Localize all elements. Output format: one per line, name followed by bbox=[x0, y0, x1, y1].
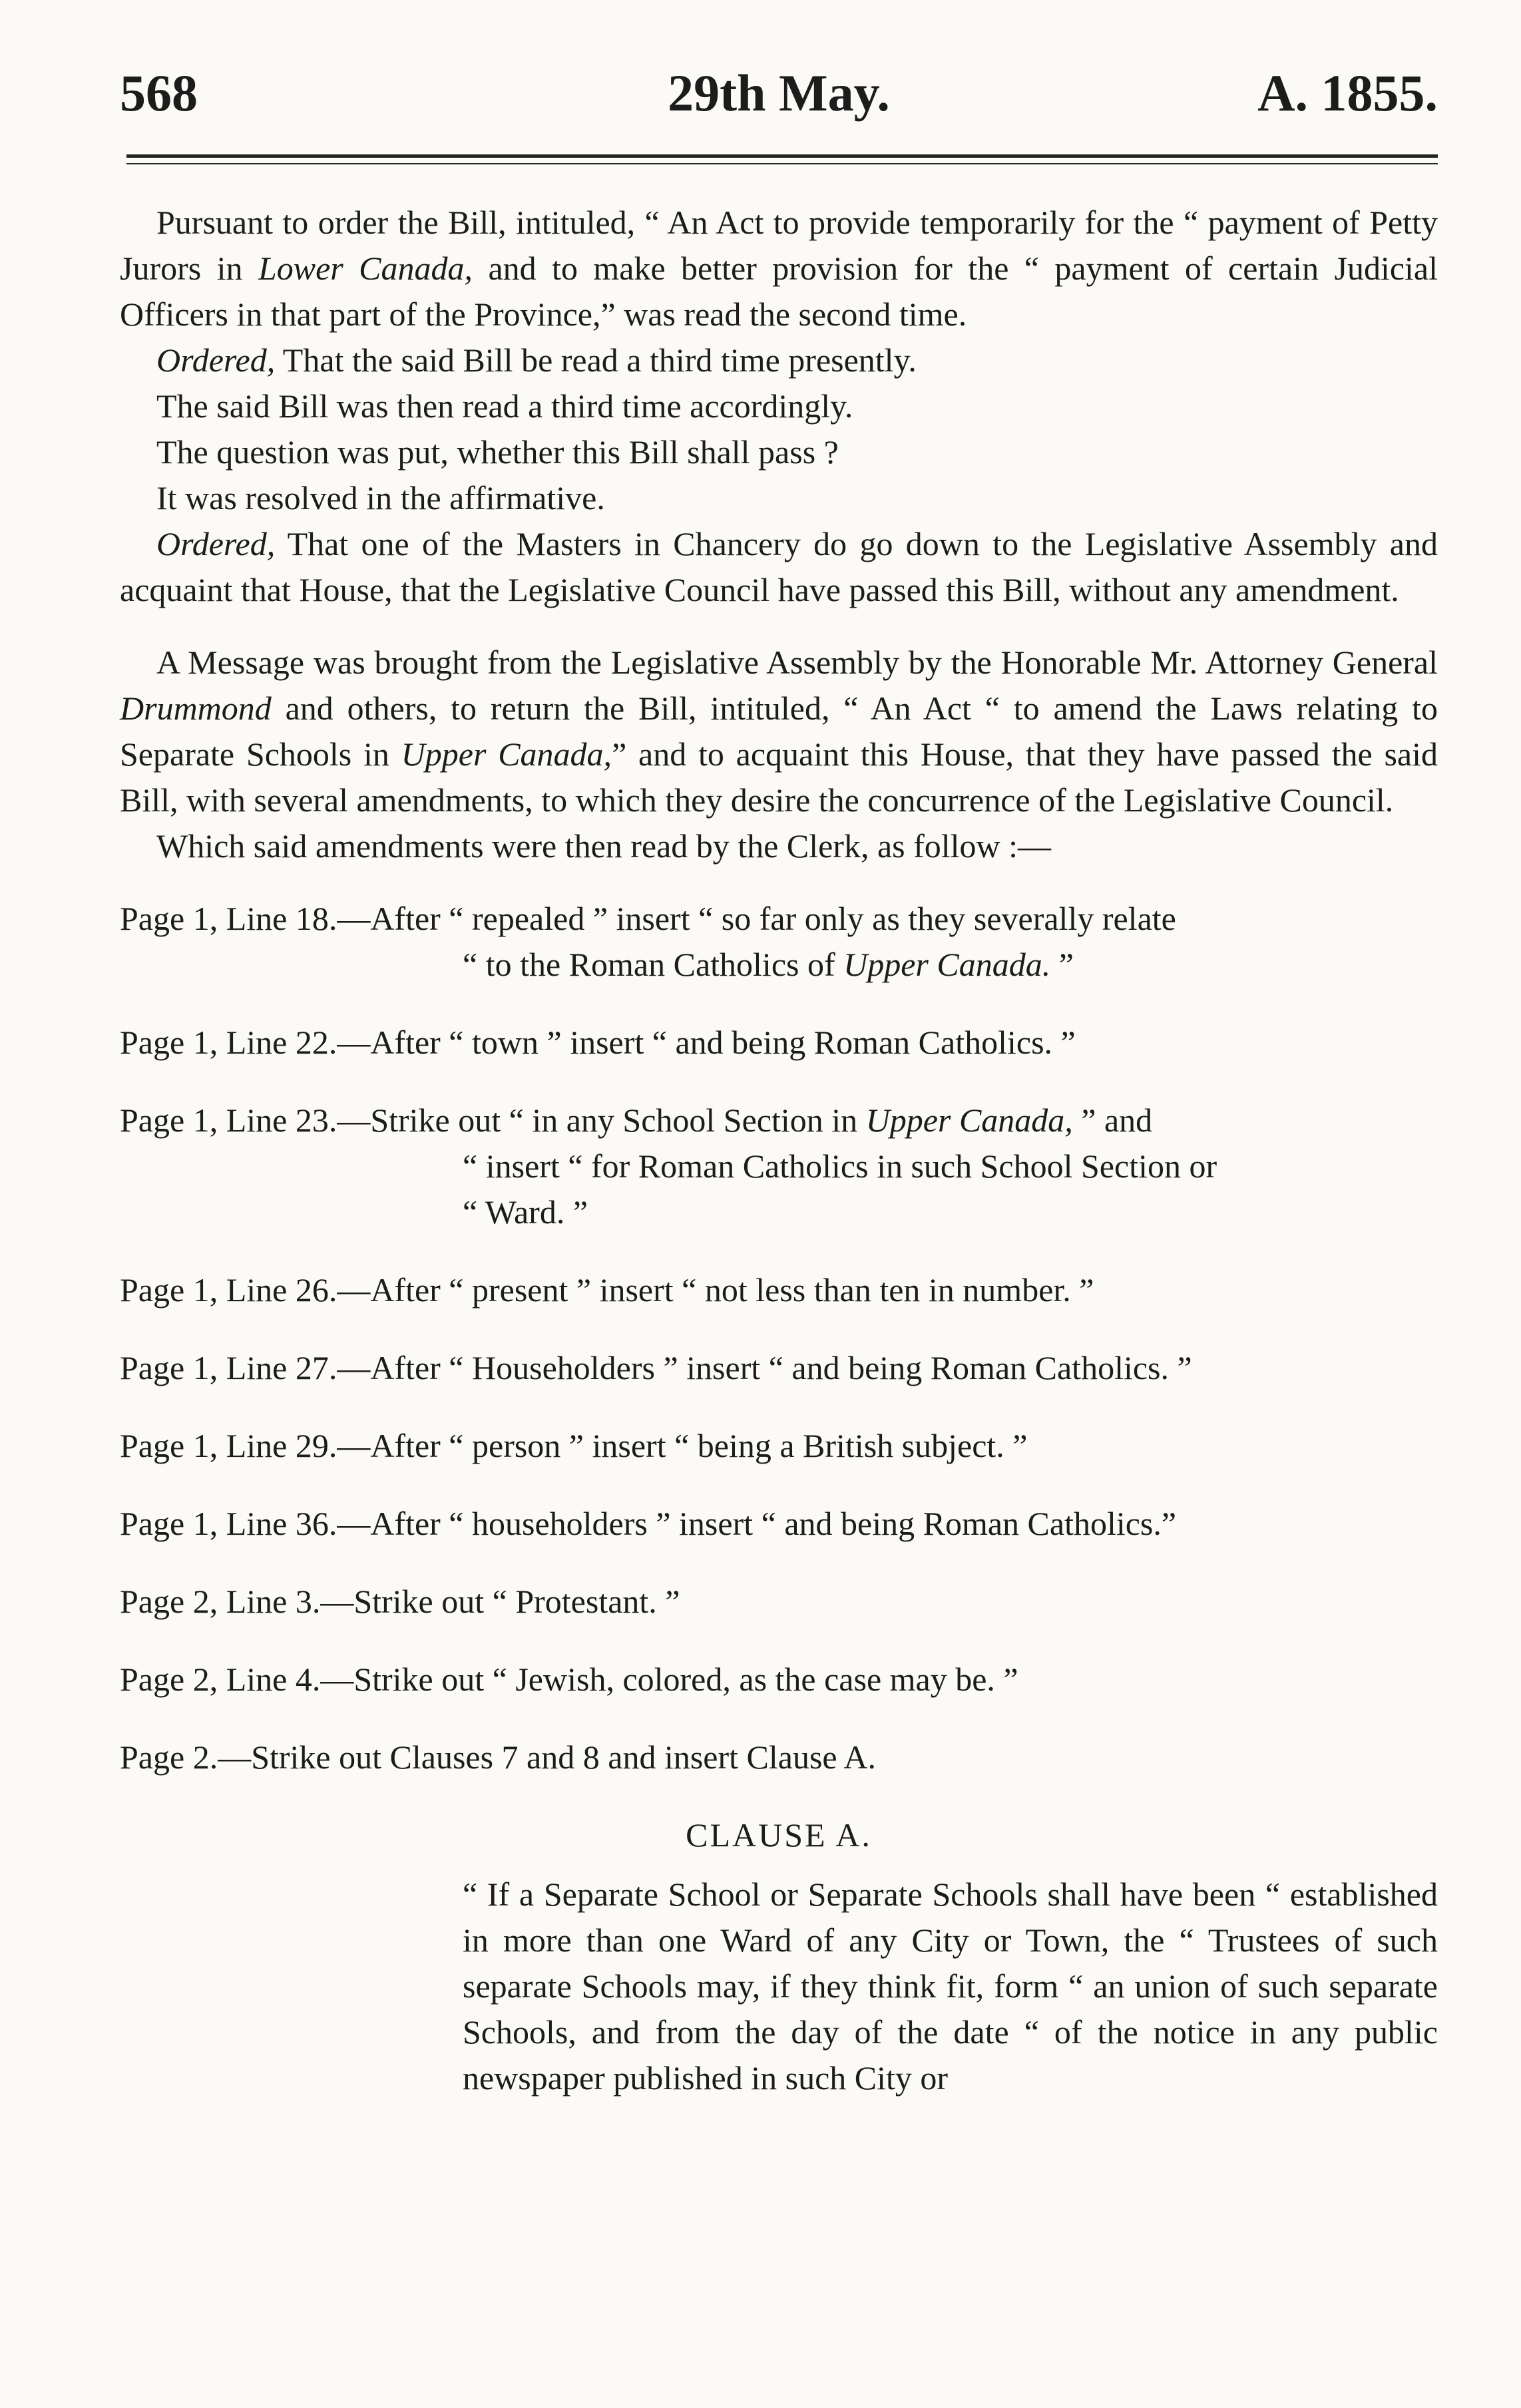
amendment-item: Page 1, Line 18.—After “ repealed ” insert “ so far only as they severally relate “ to the Roman Catholics of Upper Canada. ” bbox=[120, 900, 1176, 983]
paragraph-resolved: It was resolved in the affirmative. bbox=[156, 479, 605, 516]
amendment-item: Page 1, Line 36.—After “ householders ” insert “ and being Roman Catholics.” bbox=[120, 1505, 1177, 1542]
paragraph-ordered-third-reading: Ordered, That the said Bill be read a third time presently. bbox=[156, 341, 917, 379]
clause-text: “ If a Separate School or Separate Schools shall have been “ established in more than one Ward of any City or Town, the “ Trustees of such separate Schools may, if they think fit, form “ an union of such separate Schools, and from the day of the date “ of the notice in any public newspaper published in such City or bbox=[463, 1876, 1438, 2097]
paragraph-question: The question was put, whether this Bill shall pass ? bbox=[156, 433, 839, 471]
page-year: A. 1855. bbox=[1257, 64, 1438, 122]
page-number: 568 bbox=[120, 64, 198, 122]
amendment-item: Page 1, Line 26.—After “ present ” insert “ not less than ten in number. ” bbox=[120, 1271, 1094, 1308]
amendment-item: Page 2.—Strike out Clauses 7 and 8 and insert Clause A. bbox=[120, 1738, 876, 1776]
header-rule-thick bbox=[126, 154, 1438, 158]
amendment-item: Page 2, Line 3.—Strike out “ Protestant. ” bbox=[120, 1583, 680, 1620]
page-date: 29th May. bbox=[668, 64, 890, 122]
paragraph-message: A Message was brought from the Legislative Assembly by the Honorable Mr. Attorney General Drummond and others, to return the Bill, intituled, “ An Act “ to amend the Laws relating to Separate Schools in Upper Canada,” and to acquaint this House, that they have passed the said Bill, with several amendments, to which they desire the concurrence of the Legislative Council. bbox=[120, 644, 1438, 819]
amendment-item: Page 1, Line 29.—After “ person ” insert “ being a British subject. ” bbox=[120, 1427, 1028, 1464]
page-body bbox=[120, 200, 1438, 2101]
amendment-item: Page 1, Line 27.—After “ Householders ” insert “ and being Roman Catholics. ” bbox=[120, 1349, 1192, 1386]
amendment-item: Page 1, Line 23.—Strike out “ in any School Section in Upper Canada, ” and “ insert “ for Roman Catholics in such School Section or “ Ward. ” bbox=[120, 1102, 1217, 1231]
page-header bbox=[120, 63, 1438, 123]
paragraph-jurors-bill: Pursuant to order the Bill, intituled, “ An Act to provide temporarily for the “ payment of Petty Jurors in Lower Canada, and to make better provision for the “ payment of certain Judicial Officers in that part of the Province,” was read the second time. bbox=[120, 204, 1438, 333]
header-rule-thin bbox=[126, 163, 1438, 164]
clause-title: CLAUSE A. bbox=[686, 1816, 872, 1854]
paragraph-amendments-intro: Which said amendments were then read by the Clerk, as follow :— bbox=[156, 827, 1052, 865]
clause-body bbox=[463, 1872, 1438, 2101]
paragraph-ordered-masters: Ordered, That one of the Masters in Chancery do go down to the Legislative Assembly and acquaint that House, that the Legislative Council have passed this Bill, without any amendment. bbox=[120, 525, 1438, 608]
amendment-item: Page 2, Line 4.—Strike out “ Jewish, colored, as the case may be. ” bbox=[120, 1661, 1018, 1698]
paragraph-third-reading: The said Bill was then read a third time accordingly. bbox=[156, 387, 853, 425]
amendment-item: Page 1, Line 22.—After “ town ” insert “ and being Roman Catholics. ” bbox=[120, 1024, 1076, 1061]
